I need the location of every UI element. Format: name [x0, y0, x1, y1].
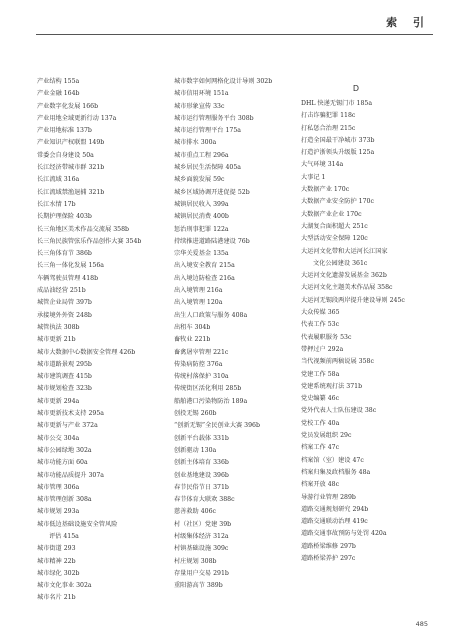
index-entry: 村镇基础设施 309c [174, 545, 229, 553]
index-entry: 城市功能方面 60a [37, 459, 88, 467]
index-entry: 城市排水 300a [174, 139, 217, 147]
index-entry: 城乡区域协调开进促提 52b [174, 188, 250, 196]
index-entry: “创新无锡”全民创业大赛 396b [174, 422, 260, 430]
index-entry: 党建工作 58a [301, 370, 340, 378]
index-entry-continuation: 文化公园建设 361c [313, 259, 368, 267]
index-entry: 城市更新与产业 372a [37, 422, 98, 430]
index-entry: 创业基地建设 396b [174, 471, 229, 479]
index-entry: 城市道路景观 295b [37, 360, 92, 368]
index-entry: 畜牧业 221b [174, 336, 211, 344]
index-entry: 城市公园绿地 302a [37, 446, 92, 454]
index-entry: 道路交通联动治理 419c [301, 518, 368, 526]
index-entry: 档案馆（室）建设 47c [301, 456, 364, 464]
index-entry: 打造全国最干净城市 373b [301, 136, 375, 144]
index-entry: 城市低边基础设施安全管风险 [37, 520, 118, 528]
index-entry: 船舶港口污染物防治 189a [174, 397, 248, 405]
index-entry: 代表工作 53c [301, 321, 340, 329]
index-entry: 大事记 1 [301, 173, 326, 181]
index-entry: 产业数字化发展 166b [37, 102, 99, 110]
index-entry: 春节民俗节日 371b [174, 483, 229, 491]
index-entry: 城市街道 293 [37, 545, 76, 553]
index-entry: 长江水情 17b [37, 200, 76, 208]
index-entry: 村（社区）党建 39b [174, 520, 232, 528]
index-entry: 承接境外外资 248b [37, 311, 92, 319]
index-entry: 城市更新 294a [37, 397, 80, 405]
index-entry: 打击诈骗犯罪 118c [301, 112, 356, 120]
index-entry: 道路桥梁维修 297b [301, 542, 356, 550]
index-entry: 常委会自身建设 50a [37, 151, 94, 159]
index-entry: 长三角体育节 386b [37, 250, 92, 258]
index-entry: 党建系统观打法 371b [301, 382, 363, 390]
index-entry: 城市更新 21b [37, 336, 76, 344]
index-entry: 档案归集及政档服务 48a [301, 468, 371, 476]
index-entry: 宗华关爱基金 135a [174, 250, 229, 258]
index-entry: 城镇居民收入 399a [174, 200, 229, 208]
index-entry: 城乡居民生活保障 405a [174, 164, 241, 172]
index-entry: 重阳游高节 389b [174, 582, 223, 590]
index-entry: 城市功能品质提升 307a [37, 471, 104, 479]
index-entry: 代表履职服务 53c [301, 333, 352, 341]
index-entry: 长江流域禁渔退捕 321b [37, 188, 105, 196]
page-number: 485 [415, 620, 428, 628]
index-entry: 党史编纂 46c [301, 395, 340, 403]
index-entry: 带押过户 292a [301, 345, 344, 353]
index-entry: 长三角民族管弦乐作品创作大赛 354b [37, 237, 142, 245]
index-entry: 产业结构 155a [37, 78, 80, 85]
index-entry: 城管执法 308b [37, 323, 80, 331]
index-entry: 创新主体培育 336b [174, 459, 229, 467]
index-entry: 长三角一体化发展 156a [37, 262, 104, 270]
index-entry: 长江经济带城市群 321b [37, 164, 105, 172]
index-entry-continuation: 评估 415a [49, 532, 79, 540]
index-entry: 传染病防控 376a [174, 360, 223, 368]
index-entry: 长期护理保险 403b [37, 213, 92, 221]
page-title: 索 引 [386, 16, 430, 29]
index-entry: 城市形象宣传 33c [174, 102, 225, 110]
index-entry: 大运河无锡段两岸提升建设导则 245c [301, 296, 405, 304]
index-entry: 打造沪浙领头升级版 125a [301, 149, 375, 157]
index-entry: 大运河文化带和大运河长江国家 [301, 247, 388, 255]
index-entry: 城市建筑调查 415b [37, 373, 92, 381]
index-entry: 城管企业局管 397b [37, 299, 92, 307]
index-entry: 城市运行管理服务平台 308b [174, 114, 254, 122]
index-entry: 出入境边防检查 216a [174, 274, 235, 282]
index-entry: 出入境管理 120a [174, 299, 223, 307]
index-entry: 城市重点工程 296a [174, 151, 229, 159]
index-entry: 城市规划 293a [37, 508, 80, 516]
index-entry: 党外代表人士队伍建设 38c [301, 407, 377, 415]
index-entry: 出租车 304b [174, 323, 211, 331]
index-entry: 城市运行管理平台 175a [174, 127, 241, 135]
index-entry: 产业金融 164b [37, 90, 80, 98]
index-entry: 党校工作 40a [301, 419, 340, 427]
index-entry: 道路桥梁养护 297c [301, 554, 356, 562]
index-entry: 出入境安全教育 215a [174, 262, 235, 270]
index-entry: 导游行业管理 289b [301, 493, 356, 501]
index-entry: 创新驱动 130a [174, 446, 217, 454]
index-entry: 创投无锡 260b [174, 410, 217, 418]
index-entry: 传统街区活化利用 285b [174, 385, 242, 393]
index-entry: 大运河文化遗游发展基金 362b [301, 272, 387, 280]
index-entry: 出生人口政策与服务 408a [174, 311, 248, 319]
header-rule [36, 34, 433, 35]
index-entry: 城市规划检查 323b [37, 385, 92, 393]
index-entry: 道路交通规划研究 294b [301, 505, 369, 513]
index-entry: 产业用地全域更新行动 137a [37, 114, 117, 122]
index-entry: 大运河文化主题美术作品展 358c [301, 284, 393, 292]
index-entry: 大数据产业企业 170c [301, 210, 362, 218]
index-entry: 大众传媒 365 [301, 309, 340, 317]
index-column-2 [174, 76, 299, 592]
index-entry: 惩治刑事犯罪 122a [174, 225, 229, 233]
index-entry: 畜禽屠宰管理 221c [174, 348, 229, 356]
index-entry: 长江流域 316a [37, 176, 80, 184]
index-entry: 城市管理 306a [37, 483, 80, 491]
index-entry: 城市名片 21b [37, 594, 76, 602]
index-entry: 大气环境 314a [301, 161, 344, 169]
index-entry: 城市绿化 302b [37, 569, 80, 577]
index-entry: 车辆驾驶员管理 418b [37, 274, 99, 282]
index-entry: 城市公交 304a [37, 434, 80, 442]
index-entry: 城镇居民消费 400b [174, 213, 229, 221]
index-entry: 产业用地标准 137b [37, 127, 92, 135]
index-entry: 打私惩合治理 215c [301, 124, 356, 132]
index-entry: 创新平台载体 331b [174, 434, 229, 442]
index-entry: 慈善救助 406c [174, 508, 216, 516]
index-entry: 大型活动安全保障 120c [301, 235, 368, 243]
index-entry: 城市数字如何网格化设计导则 302b [174, 78, 273, 85]
index-entry: 档案开放 48c [301, 481, 340, 489]
index-entry: 产业知识产权联盟 149b [37, 139, 105, 147]
index-entry: 持续推进道路陆港建设 76b [174, 237, 250, 245]
index-entry: 春节体育大联欢 388c [174, 496, 235, 504]
index-entry: 长三角地区美术作品交流展 358b [37, 225, 129, 233]
index-entry: 成品油经营 251b [37, 287, 86, 295]
index-entry: 存量用户交易 291b [174, 569, 229, 577]
index-entry: 党员发展组织 29c [301, 432, 352, 440]
index-column-1 [37, 76, 162, 605]
index-entry: 城乡面貌发展 59c [174, 176, 225, 184]
index-entry: 出入境管理 216a [174, 287, 223, 295]
index-entry: 大数据产业安全防护 170c [301, 198, 374, 206]
index-entry: DHL 快递无锡门市 185a [301, 100, 373, 107]
index-entry: 档案工作 47c [301, 444, 340, 452]
index-entry: 城市管理创新 308a [37, 496, 92, 504]
index-section-letter: D [352, 84, 360, 93]
index-entry: 城市精神 22b [37, 557, 76, 565]
index-entry: 城市大数据中心数据安全管理 426b [37, 348, 136, 356]
index-column-3 [301, 76, 426, 565]
index-entry: 村庄规划 308b [174, 557, 217, 565]
index-entry: 传统村落保护 310a [174, 373, 229, 381]
index-entry: 城市文化事业 302a [37, 582, 92, 590]
index-entry: 村级集体经济 312a [174, 532, 229, 540]
index-entry: 当代视频前两稿说展 358c [301, 358, 374, 366]
index-entry: 大湖复合面积超大 251c [301, 222, 368, 230]
index-entry: 城市更新技术支持 295a [37, 410, 104, 418]
index-entry: 大数据产业 170c [301, 186, 350, 194]
index-entry: 道路交通事故预防与处罚 420a [301, 530, 387, 538]
index-entry: 城市信用环境 151a [174, 90, 229, 98]
